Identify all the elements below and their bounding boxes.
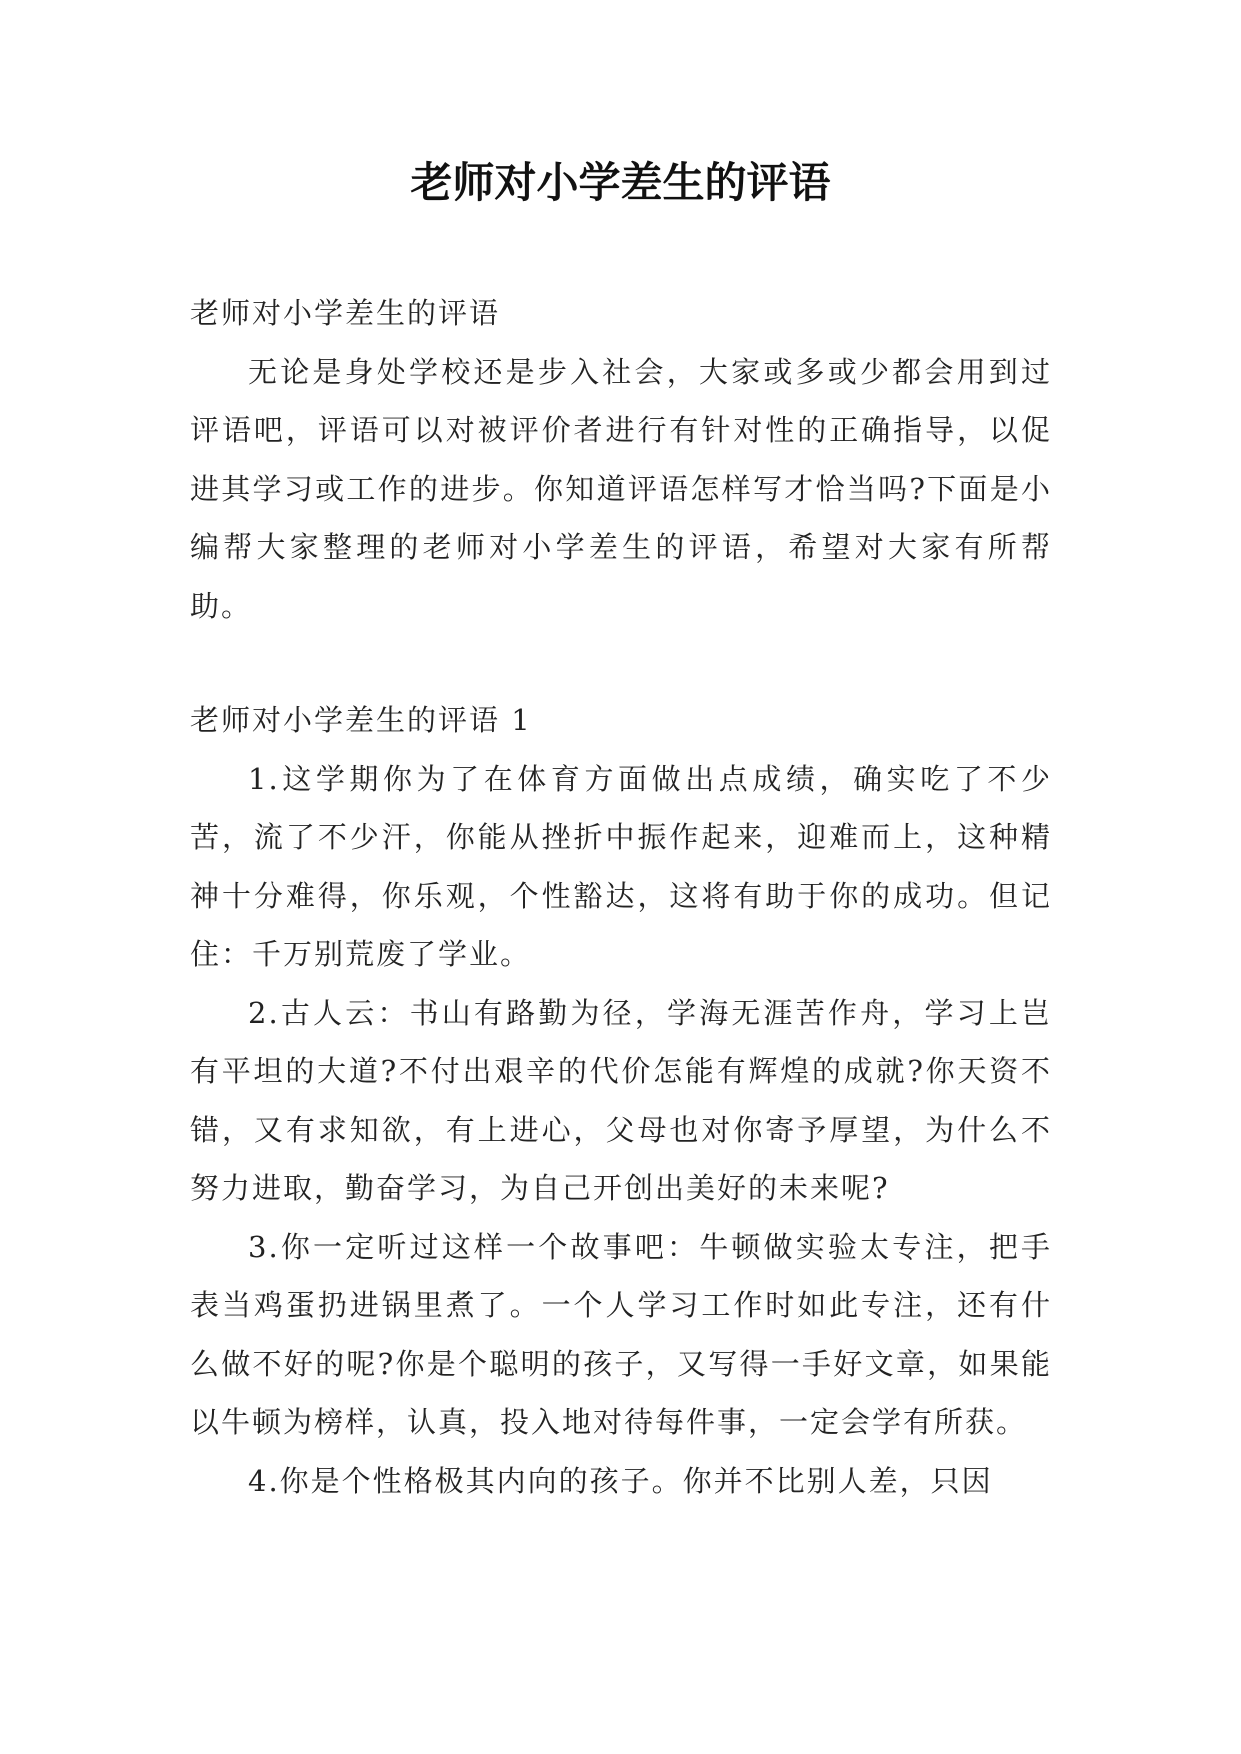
document-title: 老师对小学差生的评语 xyxy=(410,158,831,207)
subtitle: 老师对小学差生的评语 xyxy=(190,296,501,330)
comment-item-3: 3.你一定听过这样一个故事吧：牛顿做实验太专注，把手表当鸡蛋扔进锅里煮了。一个人学习工作时如此专注，还有什么做不好的呢?你是个聪明的孩子，又写得一手好文章，如果能以牛顿为榜样，认真，投入地对待每件事，一定会学有所获。 xyxy=(190,1229,1052,1439)
comment-item-4: 4.你是个性格极其内向的孩子。你并不比别人差，只因 xyxy=(248,1463,993,1498)
section-heading: 老师对小学差生的评语 1 xyxy=(190,703,532,737)
intro-paragraph: 无论是身处学校还是步入社会，大家或多或少都会用到过评语吧，评语可以对被评价者进行有针对性的正确指导，以促进其学习或工作的进步。你知道评语怎样写才恰当吗?下面是小编帮大家整理的老师对小学差生的评语，希望对大家有所帮助。 xyxy=(190,354,1052,623)
comment-item-1: 1.这学期你为了在体育方面做出点成绩，确实吃了不少苦，流了不少汗，你能从挫折中振作起来，迎难而上，这种精神十分难得，你乐观，个性豁达，这将有助于你的成功。但记住：千万别荒废了学业。 xyxy=(190,761,1052,971)
document-body xyxy=(190,284,1052,1510)
comment-item-2: 2.古人云：书山有路勤为径，学海无涯苦作舟，学习上岂有平坦的大道?不付出艰辛的代价怎能有辉煌的成就?你天资不错，又有求知欲，有上进心，父母也对你寄予厚望，为什么不努力进取，勤奋学习，为自己开创出美好的未来呢? xyxy=(190,995,1052,1205)
